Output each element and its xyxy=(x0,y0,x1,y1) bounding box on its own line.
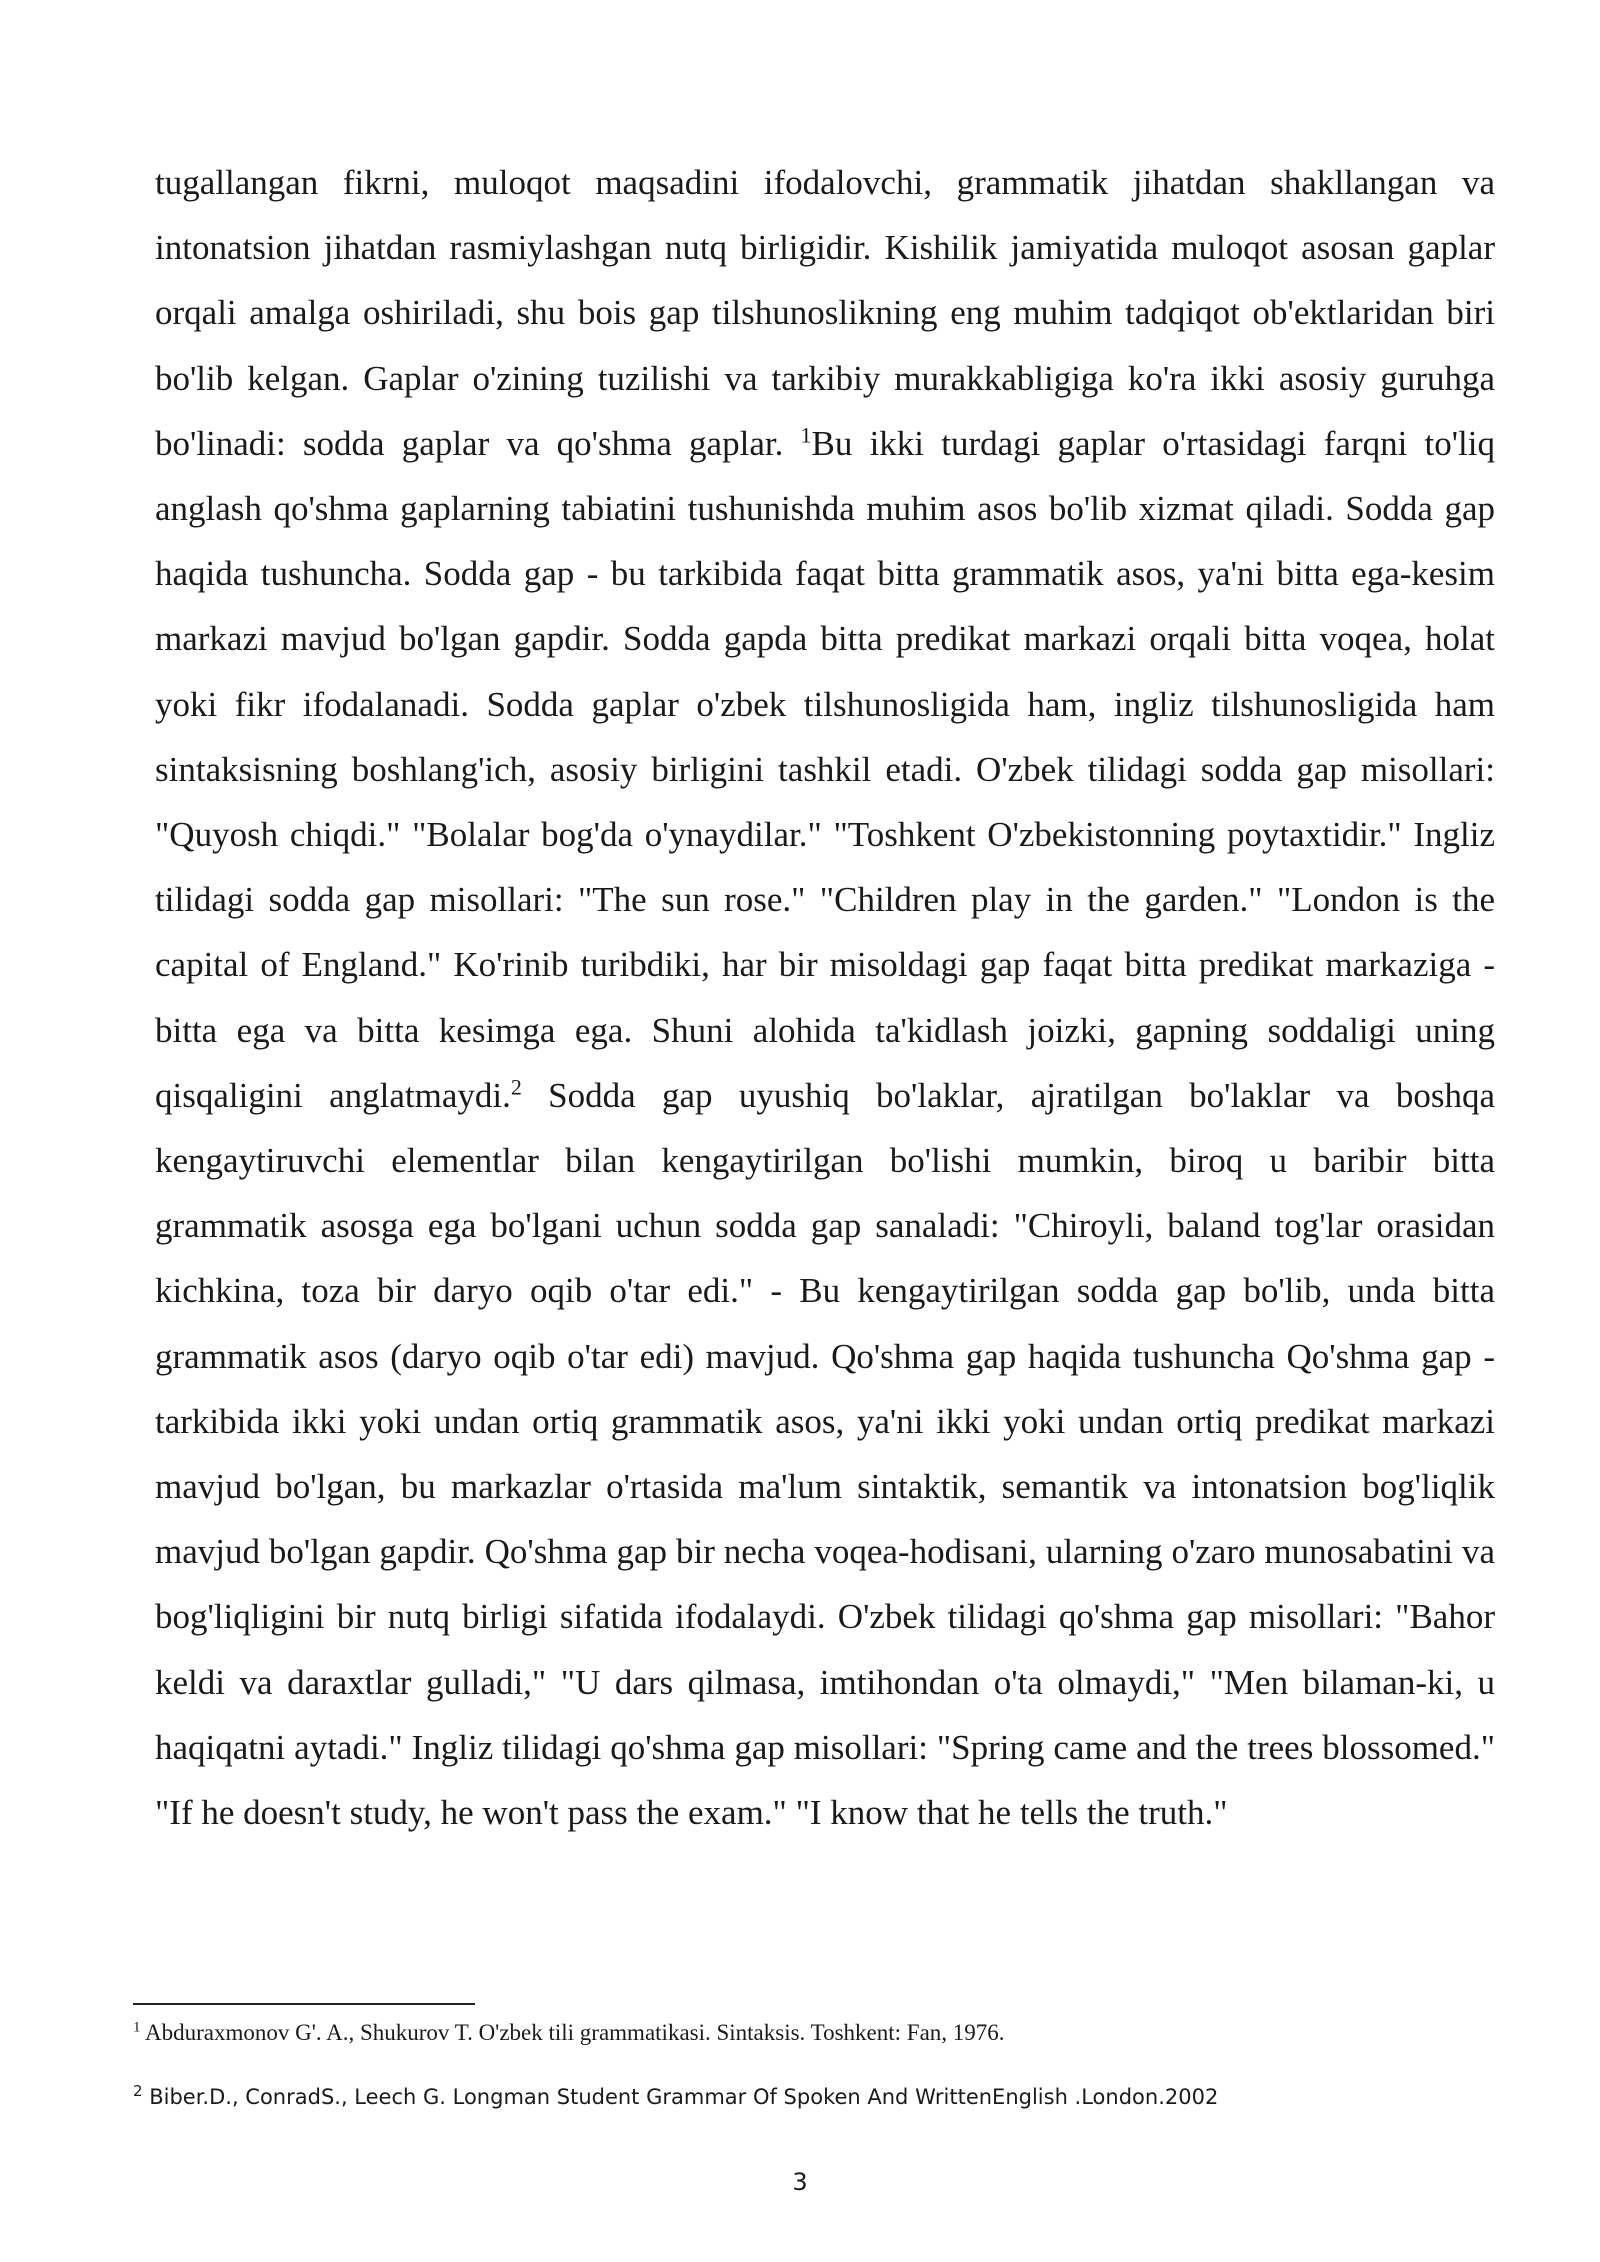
body-text-segment-3: Sodda gap uyushiq bo'laklar, ajratilgan bo'laklar va boshqa kengaytiruvchi elementlar bilan kengaytirilgan bo'lishi mumkin, biroq u baribir bitta grammatik asosga ega bo'lgani uchun sodda gap sanaladi: "Chiroyli, baland tog'lar orasidan kichkina, toza bir daryo oqib o'tar edi." - Bu kengaytirilgan sodda gap bo'lib, unda bitta grammatik asos (daryo oqib o'tar edi) mavjud. Qo'shma gap haqida tushuncha Qo'shma gap - tarkibida ikki yoki undan ortiq grammatik asos, ya'ni ikki yoki undan ortiq predikat markazi mavjud bo'lgan, bu markazlar o'rtasida ma'lum sintaktik, semantik va intonatsion bog'liqlik mavjud bo'lgan gapdir. Qo'shma gap bir necha voqea-hodisani, ularning o'zaro munosabatini va bog'liqligini bir nutq birligi sifatida ifodalaydi. O'zbek tilidagi qo'shma gap misollari: "Bahor keldi va daraxtlar gulladi," "U dars qilmasa, imtihondan o'ta olmaydi," "Men bilaman-ki, u haqiqatni aytadi." Ingliz tilidagi qo'shma gap misollari: "Spring came and the trees blossomed." "If he doesn't study, he won't pass the exam." "I know that he tells the truth." xyxy=(155,1075,1495,1833)
body-text-segment-2: Bu ikki turdagi gaplar o'rtasidagi farqni to'liq anglash qo'shma gaplarning tabiatini tushunishda muhim asos bo'lib xizmat qiladi. Sodda gap haqida tushuncha. Sodda gap - bu tarkibida faqat bitta grammatik asos, ya'ni bitta ega-kesim markazi mavjud bo'lgan gapdir. Sodda gapda bitta predikat markazi orqali bitta voqea, holat yoki fikr ifodalanadi. Sodda gaplar o'zbek tilshunosligida ham, ingliz tilshunosligida ham sintaksisning boshlang'ich, asosiy birligini tashkil etadi. O'zbek tilidagi sodda gap misollari: "Quyosh chiqdi." "Bolalar bog'da o'ynaydilar." "Toshkent O'zbekistonning poytaxtidir." Ingliz tilidagi sodda gap misollari: "The sun rose." "Children play in the garden." "London is the capital of England." Ko'rinib turibdiki, har bir misoldagi gap faqat bitta predikat markaziga - bitta ega va bitta kesimga ega. Shuni alohida ta'kidlash joizki, gapning soddaligi uning qisqaligini anglatmaydi. xyxy=(155,423,1495,1115)
footnote-marker-1: 1 xyxy=(133,2019,141,2036)
footnote-text-2: Biber.D., ConradS., Leech G. Longman Student Grammar Of Spoken And WrittenEnglish .London.2002 xyxy=(142,2085,1219,2109)
page-number: 3 xyxy=(792,2168,808,2196)
footnote-reference-1[interactable]: 1 xyxy=(800,422,812,448)
body-text-segment-1: tugallangan fikrni, muloqot maqsadini ifodalovchi, grammatik jihatdan shakllangan va intonatsion jihatdan rasmiylashgan nutq birligidir. Kishilik jamiyatida muloqot asosan gaplar orqali amalga oshiriladi, shu bois gap tilshunoslikning eng muhim tadqiqot ob'ektlaridan biri bo'lib kelgan. Gaplar o'zining tuzilishi va tarkibiy murakkabligiga ko'ra ikki asosiy guruhga bo'linadi: sodda gaplar va qo'shma gaplar. xyxy=(155,163,1495,463)
footnote-text-1: Abduraxmonov G'. A., Shukurov T. O'zbek tili grammatikasi. Sintaksis. Toshkent: Fan, 1976. xyxy=(140,2020,1005,2045)
footnote-reference-2[interactable]: 2 xyxy=(510,1074,522,1100)
footnote-marker-2: 2 xyxy=(133,2082,143,2100)
body-paragraph xyxy=(155,150,1495,1845)
footnote-separator xyxy=(133,2003,475,2005)
footnote-1 xyxy=(133,2018,1493,2048)
footnote-2 xyxy=(133,2082,1493,2112)
